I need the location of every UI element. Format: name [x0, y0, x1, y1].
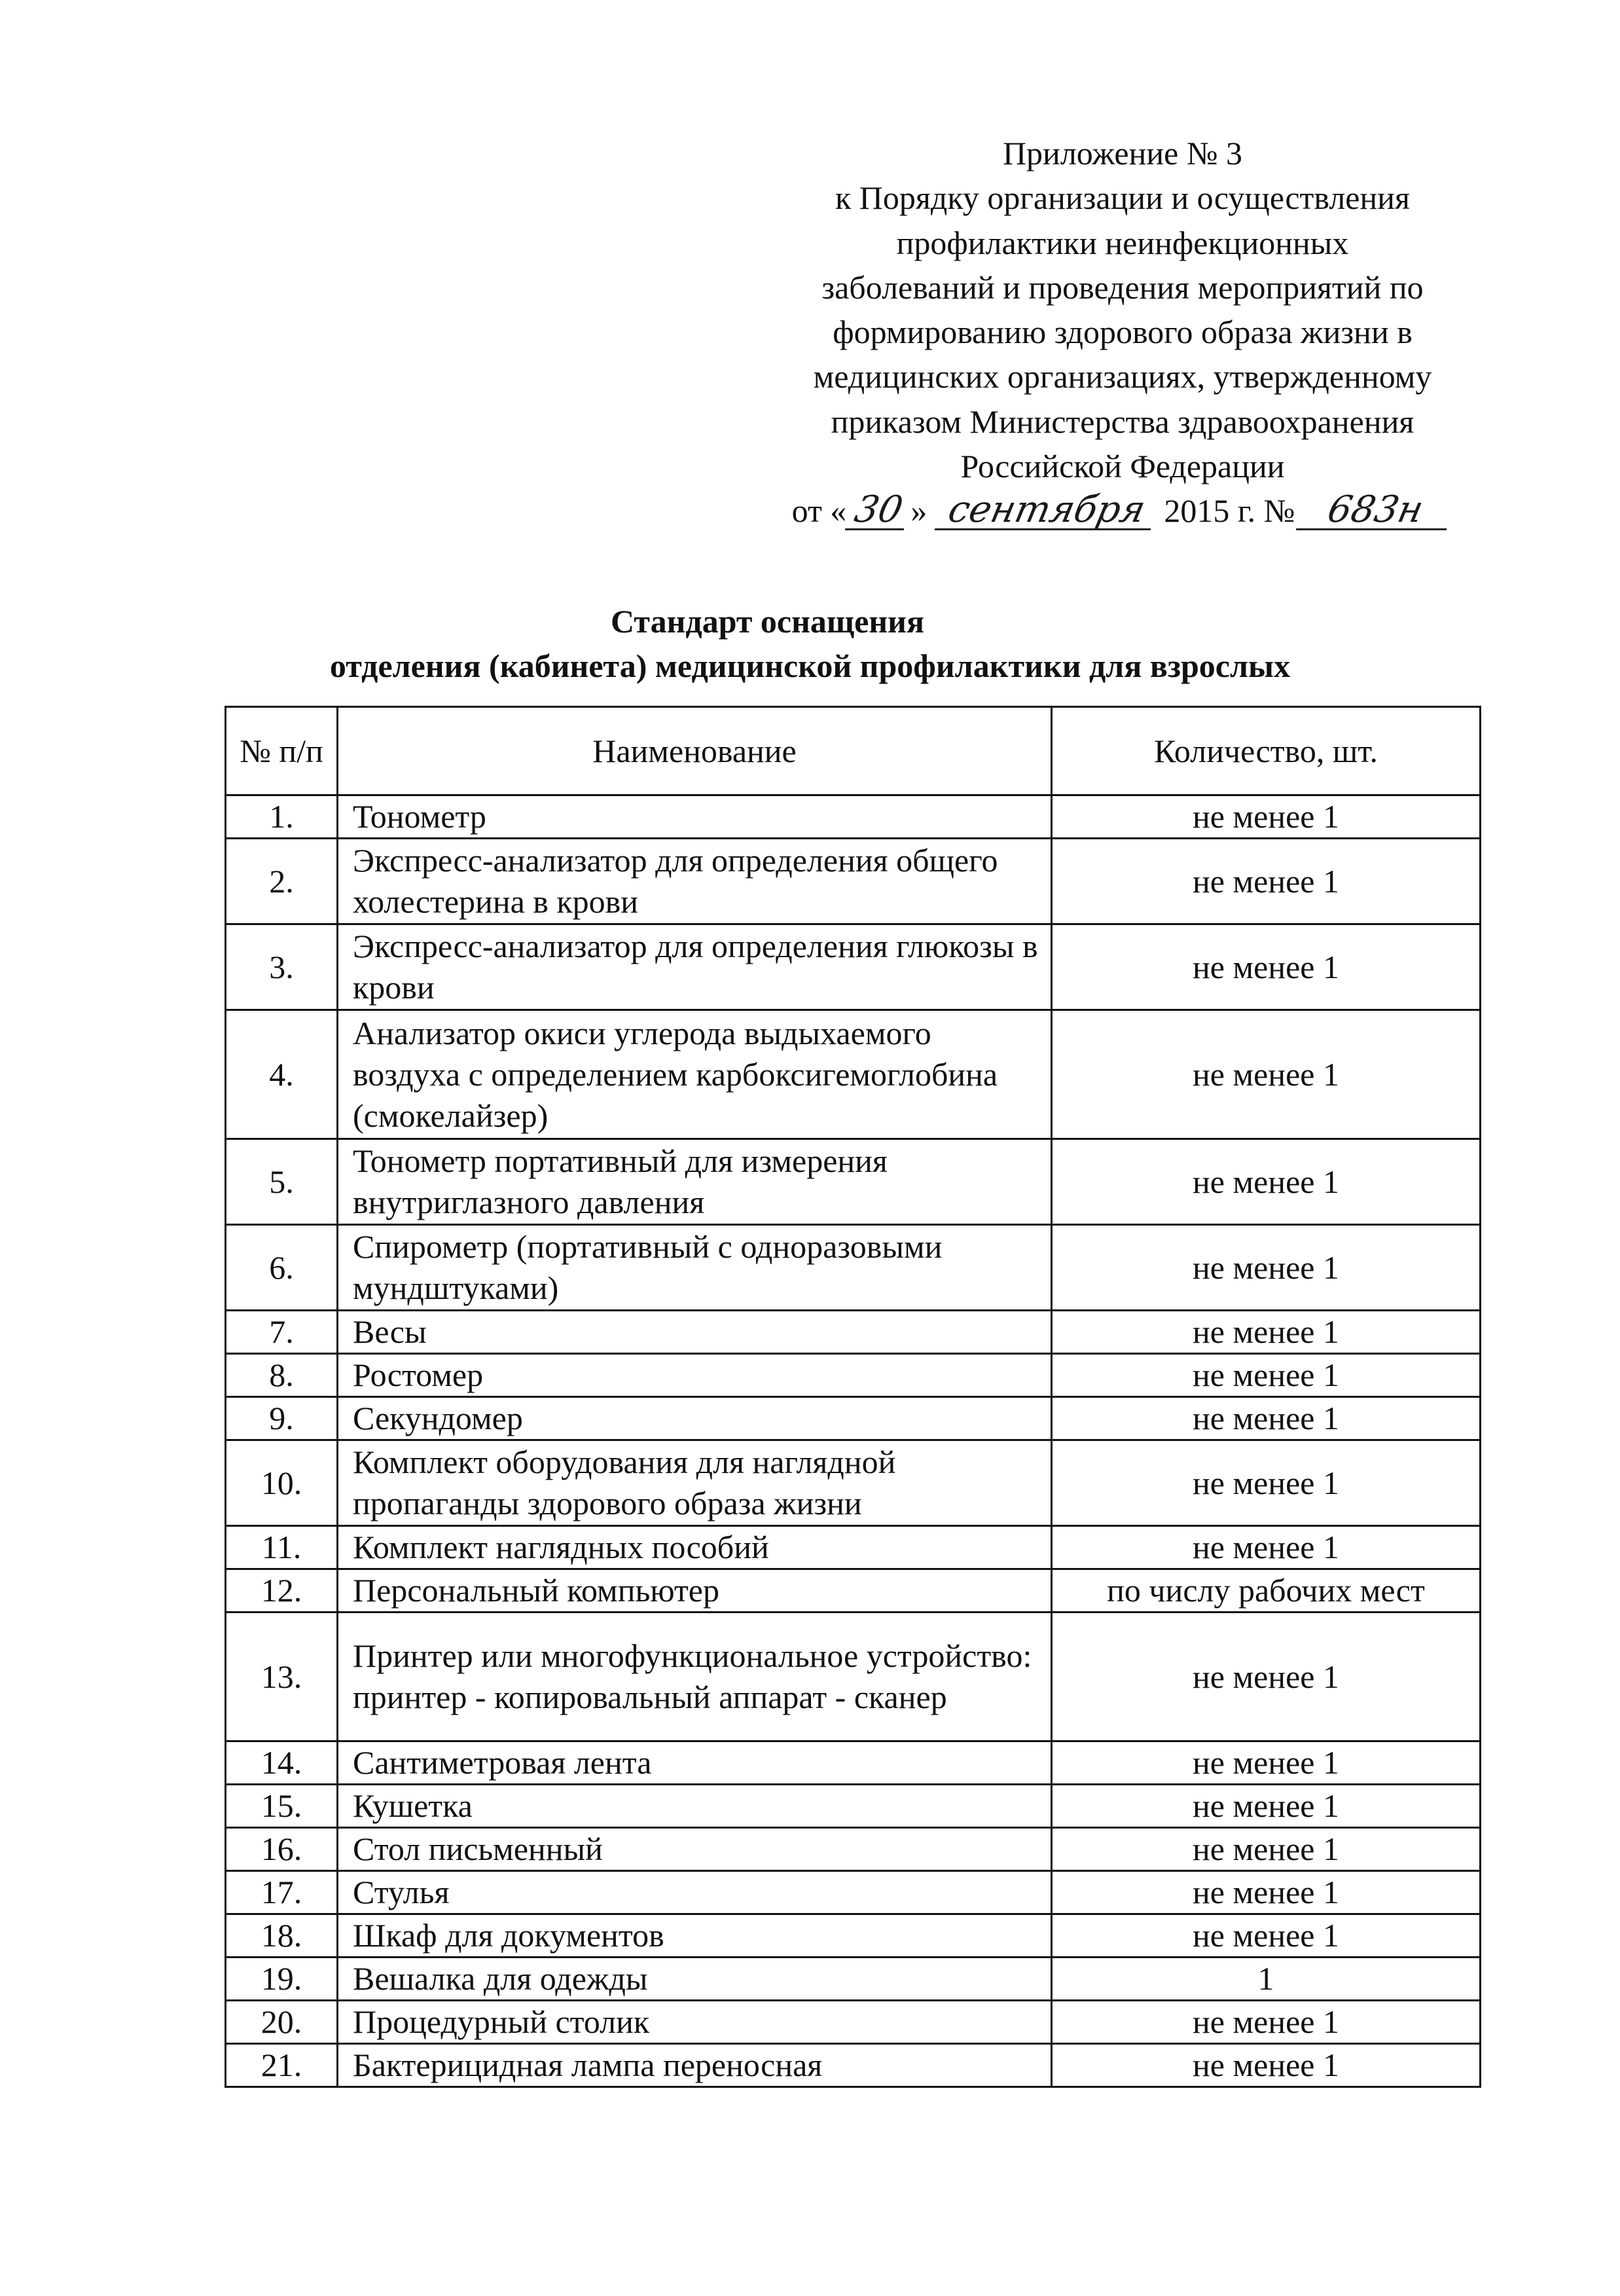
item-name: Вешалка для одежды [338, 1958, 1052, 2001]
table-row [226, 1225, 1481, 1311]
table-row [226, 1828, 1481, 1871]
item-name: Бактерицидная лампа переносная [338, 2044, 1052, 2087]
row-number: 16. [226, 1828, 338, 1871]
row-number: 18. [226, 1914, 338, 1958]
appendix-block [740, 131, 1505, 534]
item-name: Сантиметровая лента [338, 1741, 1052, 1785]
row-number: 4. [226, 1010, 338, 1139]
row-number: 8. [226, 1354, 338, 1397]
item-name: Экспресс-анализатор для определения общего холестерина в крови [338, 839, 1052, 924]
header-name: Наименование [338, 707, 1052, 795]
item-quantity: не менее 1 [1052, 839, 1481, 924]
item-name: Кушетка [338, 1785, 1052, 1828]
row-number: 6. [226, 1225, 338, 1311]
item-quantity: не менее 1 [1052, 2044, 1481, 2087]
item-quantity: не менее 1 [1052, 1440, 1481, 1526]
table-row [226, 1139, 1481, 1225]
order-date-line [740, 488, 1505, 533]
item-quantity: не менее 1 [1052, 1225, 1481, 1311]
item-quantity: не менее 1 [1052, 1914, 1481, 1958]
appendix-line: профилактики неинфекционных [896, 224, 1349, 261]
item-name: Стулья [338, 1871, 1052, 1914]
item-name: Комплект оборудования для наглядной пропаганды здорового образа жизни [338, 1440, 1052, 1526]
table-body [226, 795, 1481, 2087]
item-quantity: 1 [1052, 1958, 1481, 2001]
date-prefix: от « [791, 492, 847, 530]
row-number: 10. [226, 1440, 338, 1526]
row-number: 5. [226, 1139, 338, 1225]
title-line-1: Стандарт оснащения [610, 603, 924, 640]
item-quantity: по числу рабочих мест [1052, 1569, 1481, 1613]
date-quote-close: » [910, 492, 927, 530]
appendix-line: заболеваний и проведения мероприятий по [821, 268, 1424, 306]
item-name: Ростомер [338, 1354, 1052, 1397]
item-name: Экспресс-анализатор для определения глюкозы в крови [338, 924, 1052, 1010]
table-row [226, 924, 1481, 1010]
table-row [226, 1311, 1481, 1354]
row-number: 11. [226, 1526, 338, 1569]
row-number: 9. [226, 1397, 338, 1440]
item-name: Спирометр (портативный с одноразовыми мундштуками) [338, 1225, 1052, 1311]
table-row [226, 1010, 1481, 1139]
row-number: 20. [226, 2001, 338, 2044]
item-name: Принтер или многофункциональное устройство: принтер - копировальный аппарат - сканер [338, 1613, 1052, 1741]
item-quantity: не менее 1 [1052, 1354, 1481, 1397]
row-number: 13. [226, 1613, 338, 1741]
table-row [226, 839, 1481, 924]
row-number: 2. [226, 839, 338, 924]
table-row [226, 1741, 1481, 1785]
row-number: 1. [226, 795, 338, 839]
table-row [226, 2001, 1481, 2044]
table-row [226, 1354, 1481, 1397]
item-quantity: не менее 1 [1052, 1828, 1481, 1871]
equipment-table [225, 706, 1481, 2088]
item-name: Анализатор окиси углерода выдыхаемого воздуха с определением карбоксигемоглобина (смокелайзер) [338, 1010, 1052, 1139]
item-quantity: не менее 1 [1052, 1613, 1481, 1741]
row-number: 17. [226, 1871, 338, 1914]
item-name: Тонометр портативный для измерения внутриглазного давления [338, 1139, 1052, 1225]
row-number: 14. [226, 1741, 338, 1785]
header-num: № п/п [226, 707, 338, 795]
item-quantity: не менее 1 [1052, 1871, 1481, 1914]
item-name: Стол письменный [338, 1828, 1052, 1871]
date-year: 2015 г. № [1164, 492, 1295, 530]
table-header-row [226, 707, 1481, 795]
row-number: 7. [226, 1311, 338, 1354]
table-row [226, 1914, 1481, 1958]
item-name: Весы [338, 1311, 1052, 1354]
handwritten-day: 30 [845, 492, 912, 530]
table-row [226, 1569, 1481, 1613]
handwritten-month: сентября [935, 492, 1159, 530]
table-row [226, 1526, 1481, 1569]
item-quantity: не менее 1 [1052, 1010, 1481, 1139]
item-quantity: не менее 1 [1052, 1526, 1481, 1569]
row-number: 15. [226, 1785, 338, 1828]
item-name: Секундомер [338, 1397, 1052, 1440]
table-row [226, 1613, 1481, 1741]
header-qty: Количество, шт. [1052, 707, 1481, 795]
item-name: Персональный компьютер [338, 1569, 1052, 1613]
item-quantity: не менее 1 [1052, 795, 1481, 839]
table-row [226, 1958, 1481, 2001]
title-line-2: отделения (кабинета) медицинской профилактики для взрослых [329, 647, 1291, 684]
appendix-line: медицинских организациях, утвержденному [813, 358, 1432, 395]
handwritten-order-number: 683н [1296, 492, 1455, 530]
item-quantity: не менее 1 [1052, 2001, 1481, 2044]
item-quantity: не менее 1 [1052, 1139, 1481, 1225]
item-name: Шкаф для документов [338, 1914, 1052, 1958]
item-quantity: не менее 1 [1052, 1311, 1481, 1354]
appendix-line: к Порядку организации и осуществления [835, 179, 1410, 217]
item-quantity: не менее 1 [1052, 1741, 1481, 1785]
table-row [226, 1397, 1481, 1440]
row-number: 19. [226, 1958, 338, 2001]
row-number: 21. [226, 2044, 338, 2087]
table-row [226, 1785, 1481, 1828]
table-row [226, 2044, 1481, 2087]
appendix-line: Приложение № 3 [1002, 135, 1243, 172]
item-quantity: не менее 1 [1052, 1785, 1481, 1828]
appendix-line: приказом Министерства здравоохранения [831, 403, 1414, 440]
item-name: Комплект наглядных пособий [338, 1526, 1052, 1569]
row-number: 3. [226, 924, 338, 1010]
document-title [0, 599, 1620, 688]
item-name: Тонометр [338, 795, 1052, 839]
table-row [226, 795, 1481, 839]
row-number: 12. [226, 1569, 338, 1613]
appendix-line: Российской Федерации [960, 448, 1285, 485]
item-quantity: не менее 1 [1052, 1397, 1481, 1440]
item-name: Процедурный столик [338, 2001, 1052, 2044]
appendix-line: формированию здорового образа жизни в [833, 314, 1413, 351]
table-row [226, 1440, 1481, 1526]
item-quantity: не менее 1 [1052, 924, 1481, 1010]
table-row [226, 1871, 1481, 1914]
